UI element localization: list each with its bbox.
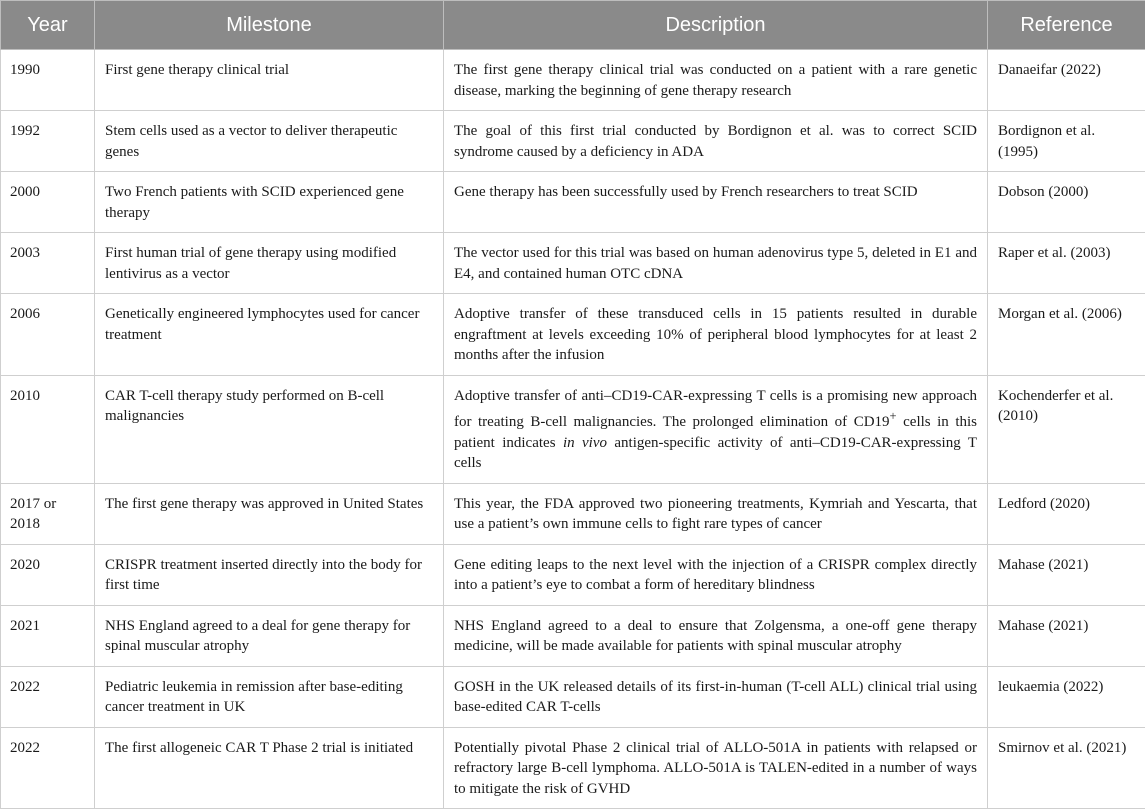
cell-milestone: The first gene therapy was approved in United States (95, 483, 444, 544)
cell-reference: Mahase (2021) (988, 544, 1145, 605)
cell-description: This year, the FDA approved two pioneering treatments, Kymriah and Yescarta, that use a patient’s own immune cells to fight rare types of cancer (444, 483, 988, 544)
cell-reference: Danaeifar (2022) (988, 50, 1145, 111)
table-body (1, 50, 1145, 809)
cell-description: GOSH in the UK released details of its first-in-human (T-cell ALL) clinical trial using base-edited CAR T-cells (444, 666, 988, 727)
table-row (1, 605, 1145, 666)
cell-year: 2020 (1, 544, 95, 605)
cell-reference: Dobson (2000) (988, 172, 1145, 233)
cell-year: 1990 (1, 50, 95, 111)
cell-reference: Smirnov et al. (2021) (988, 727, 1145, 809)
cell-description: The first gene therapy clinical trial was conducted on a patient with a rare genetic disease, marking the beginning of gene therapy research (444, 50, 988, 111)
cell-reference: Raper et al. (2003) (988, 233, 1145, 294)
cell-milestone: CRISPR treatment inserted directly into the body for first time (95, 544, 444, 605)
cell-year: 2022 (1, 666, 95, 727)
header-year: Year (1, 1, 95, 50)
cell-milestone: First gene therapy clinical trial (95, 50, 444, 111)
header-description: Description (444, 1, 988, 50)
cell-milestone: Pediatric leukemia in remission after base-editing cancer treatment in UK (95, 666, 444, 727)
cell-milestone: Stem cells used as a vector to deliver therapeutic genes (95, 111, 444, 172)
header-reference: Reference (988, 1, 1145, 50)
table-row (1, 727, 1145, 809)
cell-description: Adoptive transfer of these transduced cells in 15 patients resulted in durable engraftment at levels exceeding 10% of peripheral blood lymphocytes for at least 2 months after the infusion (444, 294, 988, 376)
description-text: antigen-specific activity of anti–CD19-CAR-expressing T cells (454, 435, 977, 472)
table-row (1, 50, 1145, 111)
cell-milestone: NHS England agreed to a deal for gene therapy for spinal muscular atrophy (95, 605, 444, 666)
table-row (1, 172, 1145, 233)
cell-year: 2003 (1, 233, 95, 294)
cell-description: NHS England agreed to a deal to ensure that Zolgensma, a one-off gene therapy medicine, will be made available for patients with spinal muscular atrophy (444, 605, 988, 666)
cell-year: 1992 (1, 111, 95, 172)
cell-year: 2022 (1, 727, 95, 809)
cell-reference: Mahase (2021) (988, 605, 1145, 666)
cell-reference: leukaemia (2022) (988, 666, 1145, 727)
cell-description (444, 375, 988, 483)
table-row (1, 544, 1145, 605)
cell-milestone: First human trial of gene therapy using modified lentivirus as a vector (95, 233, 444, 294)
cell-milestone: CAR T-cell therapy study performed on B-cell malignancies (95, 375, 444, 483)
cell-reference: Ledford (2020) (988, 483, 1145, 544)
table-row (1, 111, 1145, 172)
cell-year: 2021 (1, 605, 95, 666)
cell-description: The vector used for this trial was based on human adenovirus type 5, deleted in E1 and E4, and contained human OTC cDNA (444, 233, 988, 294)
description-text: cells in this patient indicates (454, 414, 977, 451)
cell-year: 2006 (1, 294, 95, 376)
header-row (1, 1, 1145, 50)
cell-description: The goal of this first trial conducted by Bordignon et al. was to correct SCID syndrome caused by a deficiency in ADA (444, 111, 988, 172)
description-text: Adoptive transfer of anti–CD19-CAR-expressing T cells is a promising new approach for treating B-cell malignancies. The prolonged elimination of CD19 (454, 388, 977, 431)
cell-reference: Bordignon et al. (1995) (988, 111, 1145, 172)
table-row (1, 666, 1145, 727)
table-row (1, 483, 1145, 544)
cell-description: Gene therapy has been successfully used by French researchers to treat SCID (444, 172, 988, 233)
table-header (1, 1, 1145, 50)
cell-description: Potentially pivotal Phase 2 clinical trial of ALLO-501A in patients with relapsed or refractory large B-cell lymphoma. ALLO-501A is TALEN-edited in a number of ways to mitigate the risk of GVHD (444, 727, 988, 809)
cell-milestone: The first allogeneic CAR T Phase 2 trial is initiated (95, 727, 444, 809)
superscript-plus: + (890, 409, 897, 423)
italic-in-vivo: in vivo (563, 435, 607, 451)
table-row (1, 233, 1145, 294)
table-row (1, 294, 1145, 376)
cell-reference: Morgan et al. (2006) (988, 294, 1145, 376)
cell-milestone: Genetically engineered lymphocytes used for cancer treatment (95, 294, 444, 376)
header-milestone: Milestone (95, 1, 444, 50)
cell-year: 2010 (1, 375, 95, 483)
cell-reference: Kochenderfer et al. (2010) (988, 375, 1145, 483)
cell-year: 2000 (1, 172, 95, 233)
cell-year: 2017 or 2018 (1, 483, 95, 544)
cell-description: Gene editing leaps to the next level with the injection of a CRISPR complex directly into a patient’s eye to combat a form of hereditary blindness (444, 544, 988, 605)
cell-milestone: Two French patients with SCID experienced gene therapy (95, 172, 444, 233)
table-row (1, 375, 1145, 483)
